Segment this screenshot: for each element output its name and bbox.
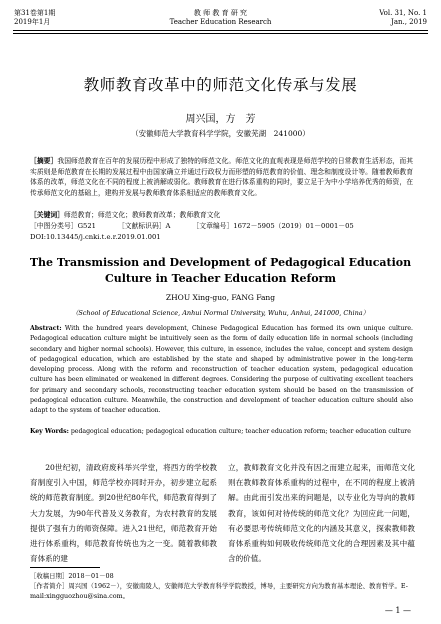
page-number: — 1 — bbox=[384, 606, 411, 615]
header-rule-thin bbox=[13, 33, 428, 34]
keywords-en bbox=[30, 427, 413, 437]
affiliation-cn: （安徽师范大学教育科学学院，安徽芜湖 241000） bbox=[131, 129, 310, 138]
abstract-en bbox=[30, 324, 413, 417]
running-header-right bbox=[379, 9, 427, 27]
date-cn: 2019年1月 bbox=[14, 18, 51, 26]
affiliation-en: （School of Educational Science, Anhui Normal University, Wuhu, Anhui, 241000, China） bbox=[71, 309, 370, 317]
abstract-en-label: Abstract: bbox=[30, 325, 62, 332]
keywords-cn-label: ［关键词］ bbox=[30, 211, 64, 219]
keywords-cn-text: 师范教育；师范文化；教师教育改革；教师教育文化 bbox=[63, 211, 221, 219]
document-code: ［文献标识码］A bbox=[117, 222, 171, 230]
author-intro: ［作者简介］周兴国（1962－），安徽南陵人，安徽师范大学教育科学学院教授，博导，主要研究方向为教育基本理论、教育哲学。E-mail:xingguozhou@sina.com。 bbox=[30, 582, 408, 600]
body-column-right: 立，教师教育文化并没有因之而建立起来，而师范文化则在教师教育体系重构的过程中，在不同的程度上被消解。由此而引发出来的问题是，以专业化为导向的教师教育，该如何对待传统的师范文化？为回应此一问题，有必要思考传统师范文化的内涵及其意义，探索教师教育体系重构如何吸收传统师范文化的合理因素及其中蕴含的价值。 bbox=[228, 463, 415, 564]
date-en: Jan., 2019 bbox=[391, 18, 427, 26]
body-column-left: 20世纪初，清政府废科举兴学堂，将西方的学校教育制度引入中国，师范学校亦同时开办，初步建立起系统的师范教育制度。到20世纪80年代，师范教育得到了大力发展，为90年代普及义务教育，为农村教育的发展提供了强有力的师资保障。进入21世纪，师范教育开始进行体系重构，师范教育传统也为之一变。随着教师教育体系的建 bbox=[30, 463, 217, 564]
header-rule-thick bbox=[13, 30, 428, 31]
keywords-en-text: pedagogical education; pedagogical education culture; teacher education reform; teacher education culture bbox=[70, 428, 411, 435]
abstract-cn bbox=[30, 156, 413, 198]
keywords-en-label: Key Words: bbox=[30, 428, 69, 435]
journal-name-cn: 教 师 教 育 研 究 bbox=[193, 9, 248, 17]
keywords-cn bbox=[30, 210, 413, 221]
article-title-en: The Transmission and Development of Pedagogical Education Culture in Teacher Education Reform bbox=[29, 256, 412, 285]
abstract-cn-label: ［摘要］ bbox=[30, 157, 58, 165]
authors-cn: 周兴国，方 芳 bbox=[185, 114, 256, 125]
footnote-rule bbox=[30, 567, 100, 568]
abstract-en-text: With the hundred years development, Chinese Pedagogical Education has formed its own unique culture. Pedagogical education culture might be intuitively seen as the form of daily education life in normal schools (including secondary and higher normal schools). However, this culture, in essence, includes the value, concept and system design of pedagogical education, which are established by the state and shaped by administrative power in the long-term developing process. Along with the reform and reconstruction of teacher education system, pedagogical education culture has been eliminated or weakened in different degrees. Considering the purpose of cultivating excellent teachers for primary and secondary schools, reconstructing teacher education system should be based on the transmission of pedagogical education culture. Meanwhile, the construction and development of teacher education culture should also adapt to the system of teacher education. bbox=[30, 325, 413, 415]
received-date: ［收稿日期］2018－01－08 bbox=[30, 572, 114, 580]
article-number: ［文章编号］1672－5905（2019）01－0001－05 bbox=[192, 222, 354, 230]
volume-en: Vol. 31, No. 1 bbox=[379, 9, 427, 17]
clc-number: ［中图分类号］G521 bbox=[30, 222, 96, 230]
authors-en: ZHOU Xing-guo, FANG Fang bbox=[165, 293, 276, 302]
running-header-center bbox=[0, 9, 441, 27]
volume-cn: 第31卷第1期 bbox=[14, 9, 56, 17]
article-title-cn: 教师教育改革中的师范文化传承与发展 bbox=[83, 76, 358, 94]
doi: DOI:10.13445/j.cnki.t.e.r.2019.01.001 bbox=[30, 233, 161, 241]
journal-name-en: Teacher Education Research bbox=[169, 18, 272, 26]
abstract-cn-text: 我国师范教育在百年的发展历程中形成了独特的师范文化。师范文化的直观表现是师范学校的日常教育生活形态，而其实质则是师范教育在长期的发展过程中由国家确立并通过行政权力而形塑的师范教育的价值、理念和制度设计等。随着教师教育体系的改革，师范文化在不同的程度上被消解或弱化。教师教育在进行体系重构的同时，要立足于为中小学培养优秀的师资，在传承师范文化的基础上，建构并发展与教师教育体系相适应的教师教育文化。 bbox=[30, 157, 414, 197]
classification-line bbox=[30, 221, 413, 232]
